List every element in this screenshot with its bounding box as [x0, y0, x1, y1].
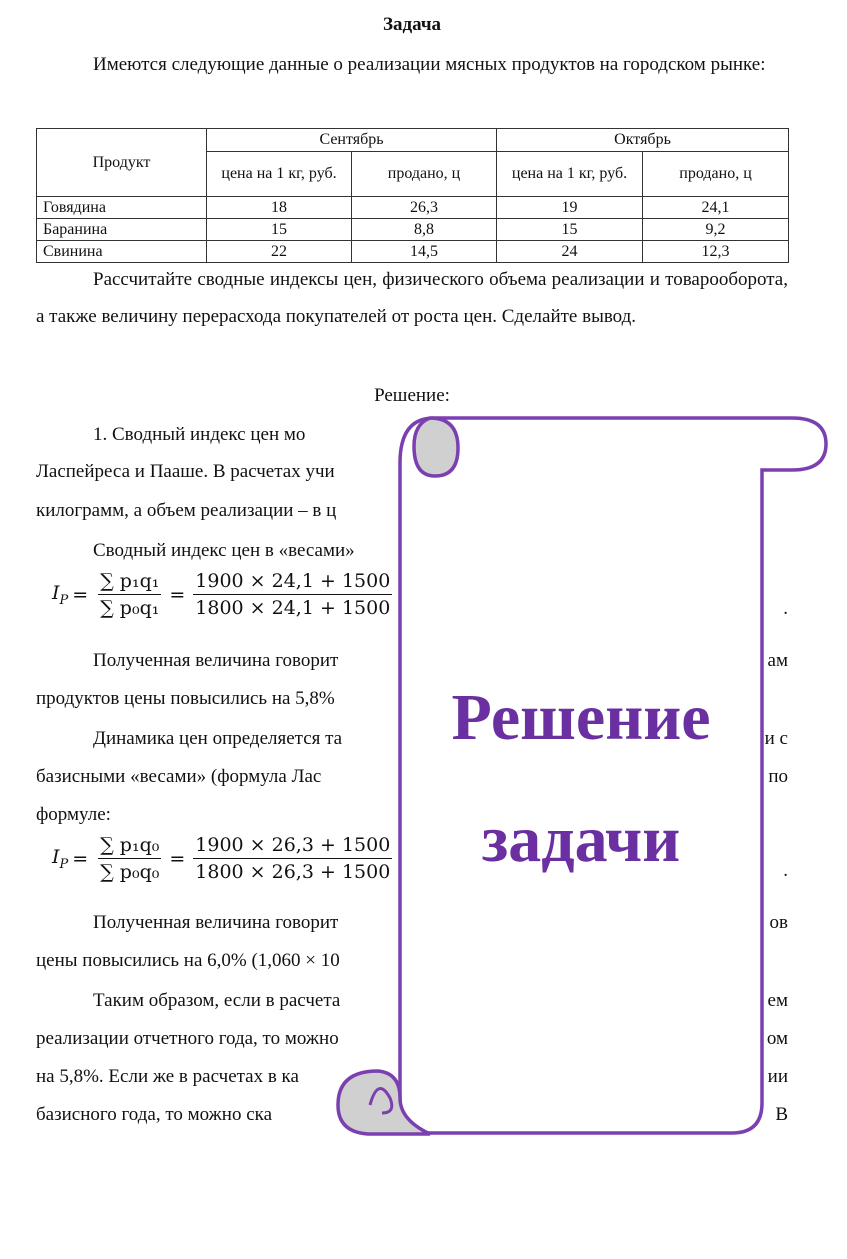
cell-q0: 8,8 [352, 219, 497, 241]
solution-p3-line2: продуктов цены повысились на 5,8% [36, 688, 335, 709]
cell-product: Говядина [37, 197, 207, 219]
solution-heading: Решение: [374, 385, 450, 406]
subheader-price-0: цена на 1 кг, руб. [207, 152, 352, 197]
heading: Задача [382, 14, 442, 35]
solution-p2: Сводный индекс цен в «весами» [93, 540, 355, 561]
scroll-banner[interactable] [330, 408, 830, 1143]
cell-p1: 15 [497, 219, 643, 241]
solution-p4-line2-end: по [768, 766, 788, 787]
solution-p3-line1: Полученная величина говорит [93, 650, 339, 671]
fraction-numeric: $\frac{1900 \times 24,1 + 1500}{1800 \times 24,1 + 1500}$ [195, 570, 391, 619]
cell-product: Свинина [37, 241, 207, 263]
cell-p0: 15 [207, 219, 352, 241]
solution-p1-line2: Ласпейреса и Пааше. В расчетах учи [36, 461, 335, 482]
cell-q1: 24,1 [643, 197, 789, 219]
solution-p6-line3-end: ии [767, 1066, 788, 1087]
solution-p1-line1: 1. Сводный индекс цен мо [93, 424, 306, 445]
scroll-title-line1: Решение [451, 681, 711, 754]
index-symbol: $I_P$ [52, 581, 69, 608]
solution-p6-line3: на 5,8%. Если же в расчетах в ка [36, 1066, 299, 1087]
formula2-end: . [783, 860, 788, 881]
formula-laspeyres: $I_P$ = $\frac{\text{∑ p₁q₀}}{\text{∑ p₀q₀}}$ = $\frac{1900 \times 26,3 + 1500}{1800 \times 26,3 + 1500}$ [52, 834, 391, 883]
subheader-sold-1: продано, ц [643, 152, 789, 197]
solution-p6-line4-end: В [775, 1104, 788, 1125]
solution-p5-line1: Полученная величина говорит [93, 912, 339, 933]
table-row [37, 219, 789, 241]
cell-q1: 9,2 [643, 219, 789, 241]
cell-q1: 12,3 [643, 241, 789, 263]
fraction-symbolic: $\frac{\text{∑ p₁q₀}}{\text{∑ p₀q₀}}$ [100, 834, 160, 883]
cell-p1: 19 [497, 197, 643, 219]
solution-p6-line1: Таким образом, если в расчета [93, 990, 341, 1011]
solution-p5-line2: цены повысились на 6,0% (1,060 × 10 [36, 950, 340, 971]
subheader-sold-0: продано, ц [352, 152, 497, 197]
solution-p5-line1-end: ов [769, 912, 788, 933]
solution-p1-line3: килограмм, а объем реализации – в ц [36, 500, 337, 521]
formula1-end: . [783, 598, 788, 619]
task-paragraph: Рассчитайте сводные индексы цен, физического объема реализации и товарооборота, а также величину перерасхода покупателей от роста цен. Сделайте вывод. [36, 269, 788, 327]
cell-product: Баранина [37, 219, 207, 241]
solution-p3-line1-end: ам [767, 650, 788, 671]
solution-p6-line2: реализации отчетного года, то можно [36, 1028, 339, 1049]
table-row [37, 197, 789, 219]
table-row [37, 241, 789, 263]
solution-p6-line1-end: ем [767, 990, 788, 1011]
fraction-numeric: $\frac{1900 \times 26,3 + 1500}{1800 \times 26,3 + 1500}$ [195, 834, 391, 883]
formula-paasche: $I_P$ = $\frac{\text{∑ p₁q₁}}{\text{∑ p₀q₁}}$ = $\frac{1900 \times 24,1 + 1500}{1800 \times 24,1 + 1500}$ [52, 570, 391, 619]
header-product: Продукт [37, 129, 207, 197]
solution-p4-line3: формуле: [36, 804, 111, 825]
solution-p4-line2: базисными «весами» (формула Лас [36, 766, 322, 787]
intro-paragraph: Имеются следующие данные о реализации мясных продуктов на городском рынке: [93, 54, 766, 75]
cell-p0: 22 [207, 241, 352, 263]
solution-p4-line1-end: и с [764, 728, 788, 749]
scroll-curl-top [414, 418, 458, 476]
scroll-body [400, 418, 826, 1133]
scroll-title-line2: задачи [481, 803, 681, 876]
data-table [36, 128, 789, 263]
header-month-1: Октябрь [497, 129, 789, 152]
solution-p4-line1: Динамика цен определяется та [93, 728, 343, 749]
cell-q0: 14,5 [352, 241, 497, 263]
cell-q0: 26,3 [352, 197, 497, 219]
header-month-0: Сентябрь [207, 129, 497, 152]
fraction-symbolic: $\frac{\text{∑ p₁q₁}}{\text{∑ p₀q₁}}$ [100, 570, 160, 619]
solution-p6-line2-end: ом [766, 1028, 788, 1049]
solution-p6-line4: базисного года, то можно ска [36, 1104, 273, 1125]
index-symbol: $I_P$ [52, 845, 69, 872]
subheader-price-1: цена на 1 кг, руб. [497, 152, 643, 197]
cell-p0: 18 [207, 197, 352, 219]
cell-p1: 24 [497, 241, 643, 263]
